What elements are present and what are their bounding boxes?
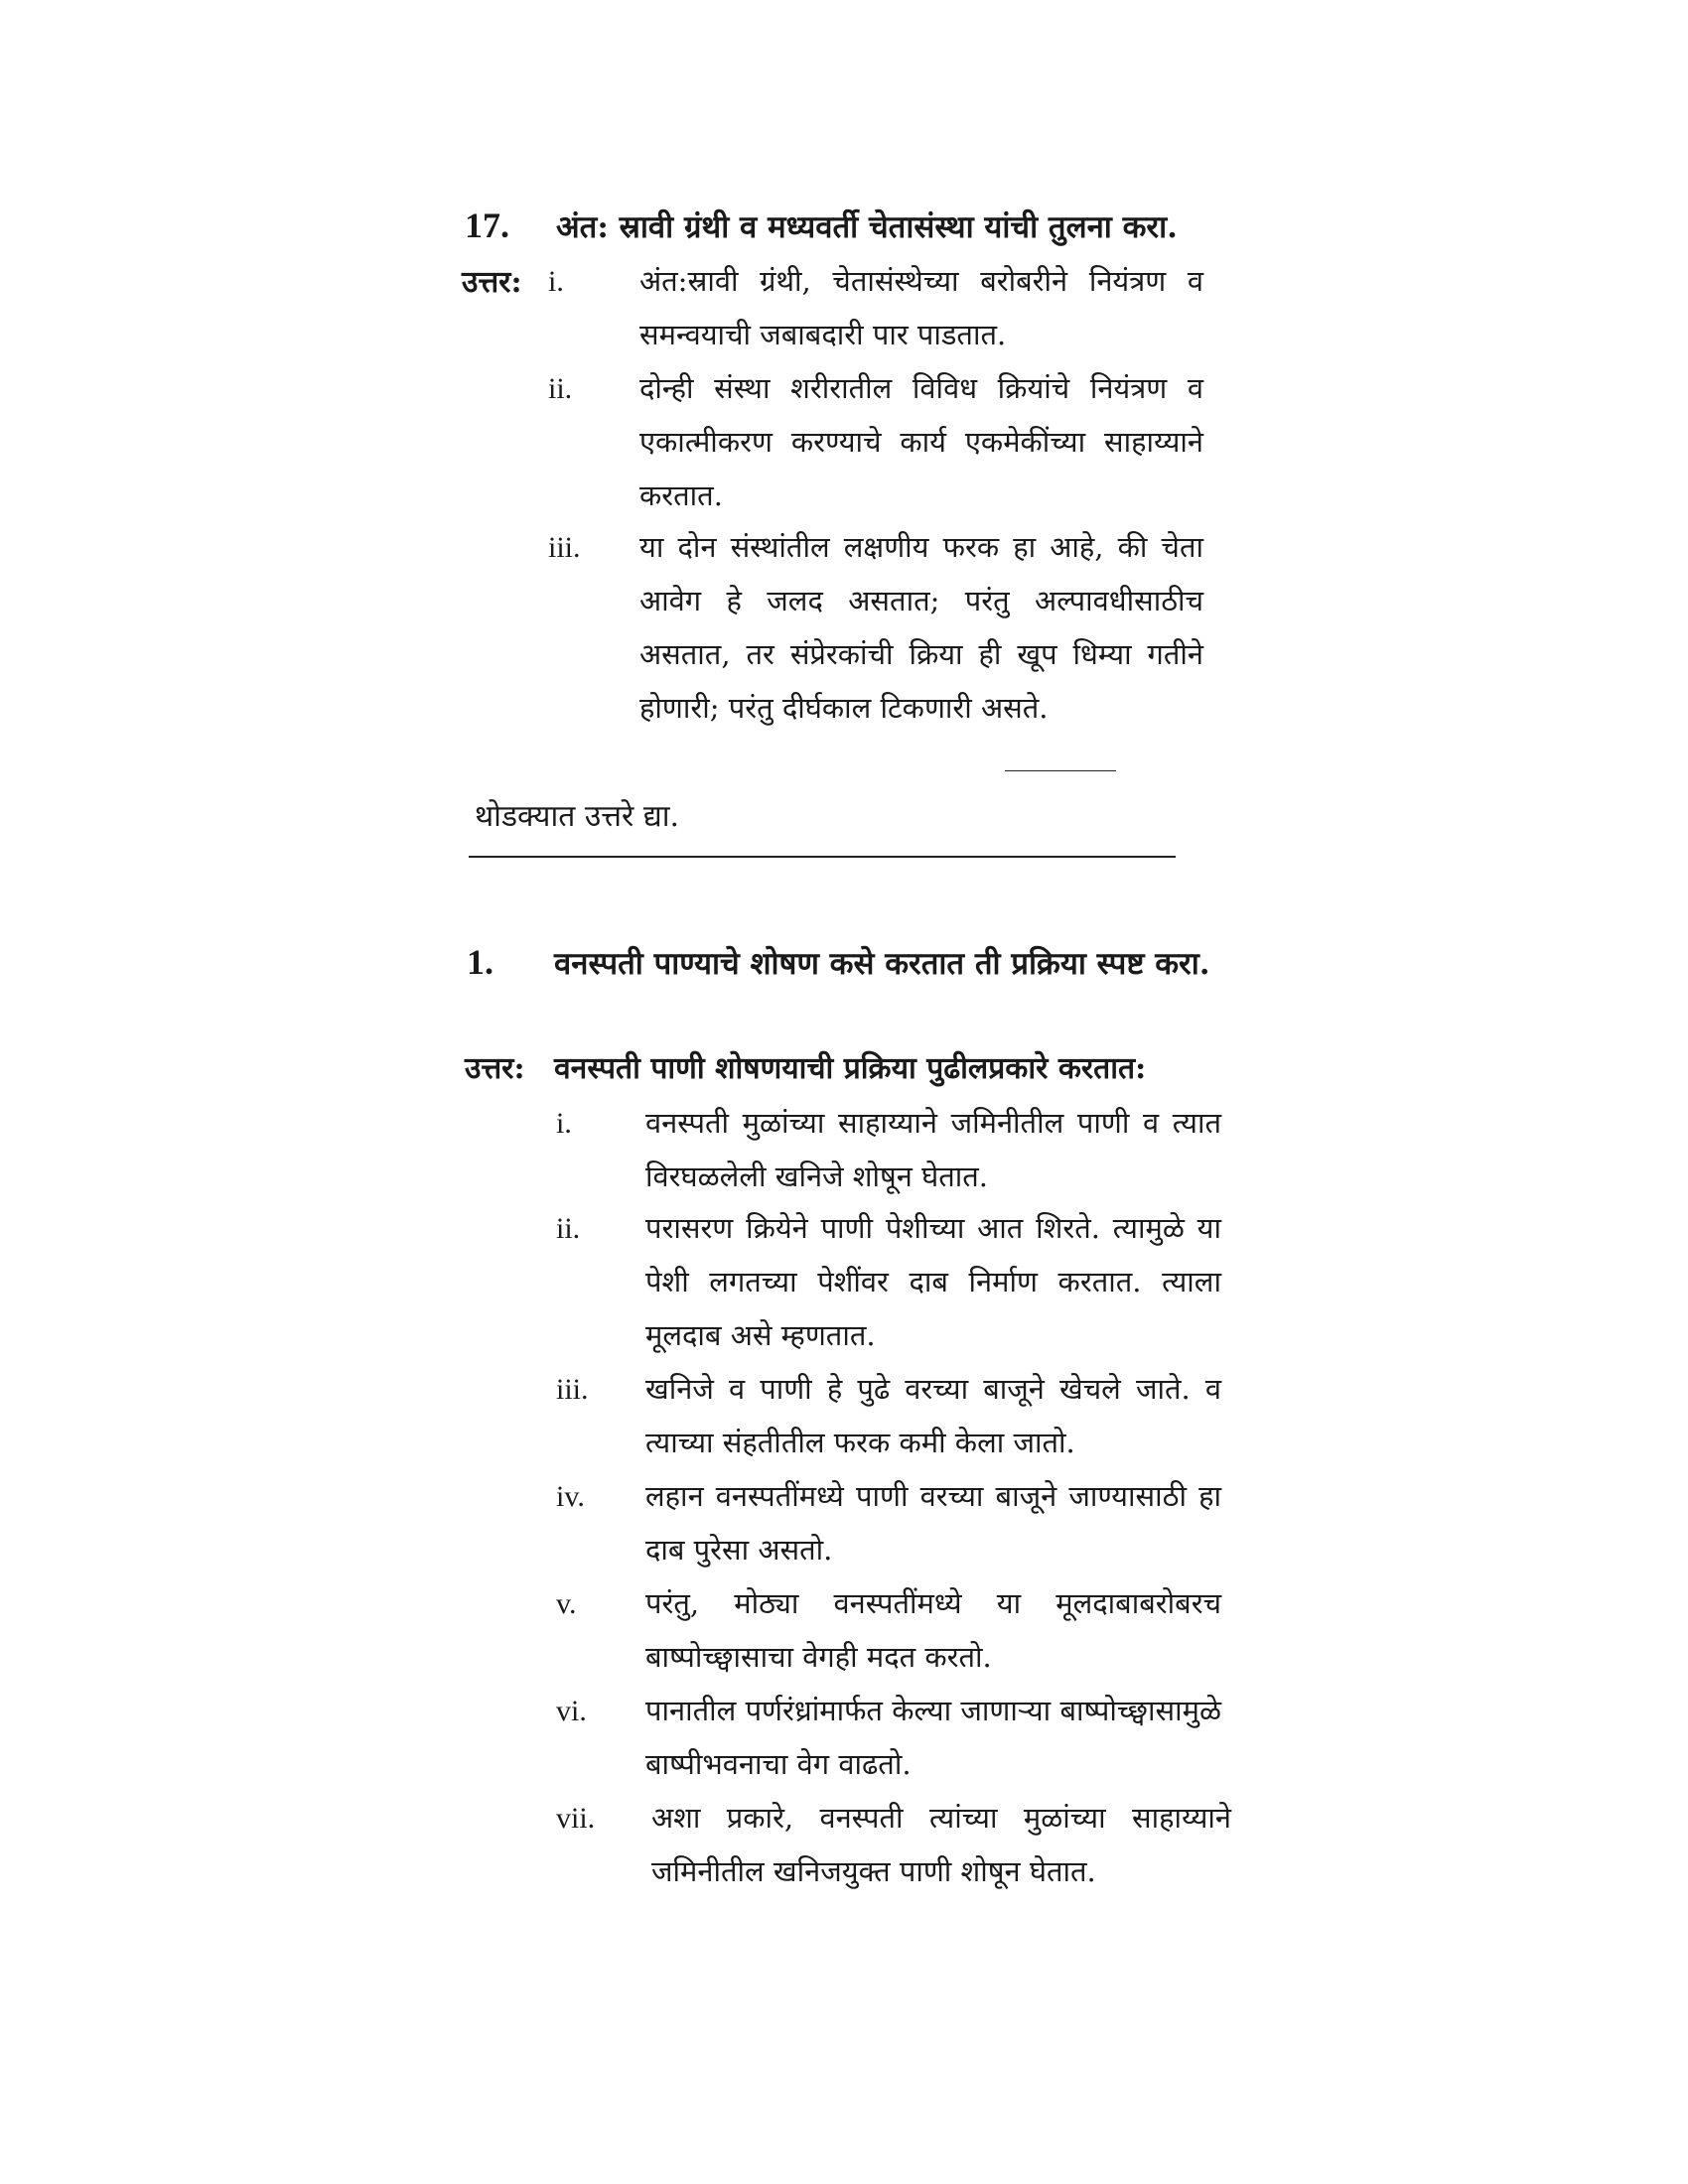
question-17 — [465, 199, 1219, 256]
question-number: 17. — [465, 205, 509, 245]
section-rule — [469, 856, 1176, 858]
answer-item — [556, 1362, 1221, 1469]
answer-item — [548, 520, 1203, 735]
answer-item — [556, 1791, 1231, 1898]
item-text: परासरण क्रियेने पाणी पेशीच्या आत शिरते. त्यामुळे या पेशी लगतच्या पेशींवर दाब निर्माण करतात. त्याला मूलदाब असे म्हणतात. — [645, 1211, 1221, 1352]
item-text: खनिजे व पाणी हे पुढे वरच्या बाजूने खेचले जाते. व त्याच्या संहतीतील फरक कमी केला जातो. — [645, 1372, 1221, 1459]
item-text: या दोन संस्थांतील लक्षणीय फरक हा आहे, की चेता आवेग हे जलद असतात; परंतु अल्पावधीसाठीच असतात, तर संप्रेरकांची क्रिया ही खूप धिम्या गतीने होणारी; परंतु दीर्घकाल टिकणारी असते. — [639, 530, 1203, 725]
item-number: i. — [556, 1107, 572, 1140]
answer-item — [556, 1576, 1221, 1684]
answer-item — [556, 1096, 1221, 1203]
item-number: vi. — [556, 1695, 587, 1727]
question-number: 1. — [467, 942, 493, 982]
answer-item — [556, 1684, 1221, 1791]
answer-item — [556, 1469, 1221, 1576]
item-number: iii. — [556, 1373, 589, 1406]
item-text: अंत:स्रावी ग्रंथी, चेतासंस्थेच्या बरोबरीने नियंत्रण व समन्वयाची जबाबदारी पार पाडतात. — [639, 264, 1203, 351]
answer-label: उत्तर: — [465, 1051, 525, 1086]
section-heading: थोडक्यात उत्तरे द्या. — [475, 799, 680, 834]
question-1 — [467, 935, 1231, 993]
item-text: परंतु, मोठ्या वनस्पतींमध्ये या मूलदाबाबरोबरच बाष्पोच्छ्वासाचा वेगही मदत करतो. — [645, 1586, 1221, 1674]
answer-item — [548, 254, 1203, 361]
item-text: वनस्पती मुळांच्या साहाय्याने जमिनीतील पाणी व त्यात विरघळलेली खनिजे शोषून घेतात. — [645, 1106, 1221, 1193]
end-rule — [1005, 770, 1116, 771]
item-text: दोन्ही संस्था शरीरातील विविध क्रियांचे नियंत्रण व एकात्मीकरण करण्याचे कार्य एकमेकींच्या साहाय्याने करतात. — [639, 371, 1203, 512]
item-number: v. — [556, 1587, 577, 1620]
item-number: vii. — [556, 1802, 596, 1835]
item-number: i. — [548, 265, 564, 298]
item-number: ii. — [556, 1212, 581, 1245]
item-number: iii. — [548, 531, 581, 564]
answer-label: उत्तर: — [462, 265, 522, 300]
item-text: लहान वनस्पतींमध्ये पाणी वरच्या बाजूने जाण्यासाठी हा दाब पुरेसा असतो. — [645, 1479, 1221, 1567]
answer-item — [556, 1201, 1221, 1362]
item-text: अशा प्रकारे, वनस्पती त्यांच्या मुळांच्या साहाय्याने जमिनीतील खनिजयुक्त पाणी शोषून घेतात. — [651, 1801, 1231, 1888]
answer-intro: वनस्पती पाणी शोषणयाची प्रक्रिया पुढीलप्रकारे करतात: — [554, 1051, 1147, 1086]
question-text: अंत: स्रावी ग्रंथी व मध्यवर्ती चेतासंस्था यांची तुलना करा. — [556, 209, 1178, 245]
item-number: iv. — [556, 1480, 585, 1513]
item-number: ii. — [548, 372, 573, 405]
answer-item — [548, 361, 1203, 522]
item-text: पानातील पर्णरंध्रांमार्फत केल्या जाणाऱ्या बाष्पोच्छ्वासामुळे बाष्पीभवनाचा वेग वाढतो. — [645, 1694, 1221, 1781]
question-text: वनस्पती पाण्याचे शोषण कसे करतात ती प्रक्रिया स्पष्ट करा. — [554, 946, 1210, 982]
